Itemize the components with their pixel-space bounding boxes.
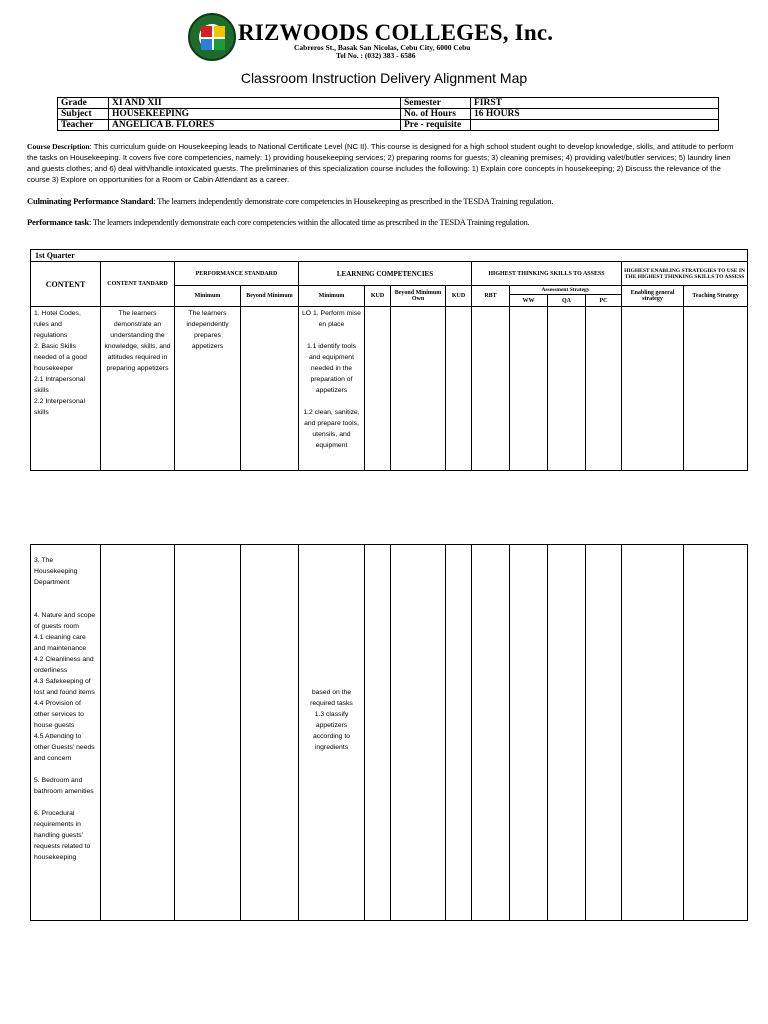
header-lc-minimum: Minimum <box>299 286 365 307</box>
teacher-label: Teacher <box>58 120 109 131</box>
culminating-label: Culminating Performance Standard <box>27 196 154 206</box>
row1-lc-beyond <box>391 307 446 471</box>
school-address: Cabreros St., Basak San Nicolas, Cebu City, 6000 Cebu <box>294 43 471 52</box>
course-description-text: : This curriculum guide on Housekeeping leads to National Certificate Level (NC II). This course is designed for a high school student ought to develop knowledge, skills, and attitude to perform the tasks on Housekeeping. It covers five core competencies, namely: 1) providing housekeeping services; 2) preparing rooms for guests; 3) cleaning premises; 4) providing valet/butler services; 5) laundry linen and guests clothes; and 6) deal with/handle intoxicated guests. The preliminaries of this specialization course includes the following: 1) Explain core concepts in housekeeping; 2) Discuss the relevance of the course 3) Explore on opportunities for a Room or Cabin Attendant as a career. <box>27 142 734 184</box>
row1-qa <box>548 307 586 471</box>
prerequisite-value <box>471 120 719 131</box>
header-assessment-strategy: Assessment Strategy <box>510 286 622 295</box>
row2-lc-kud <box>365 545 391 921</box>
header-performance-standard: PERFORMANCE STANDARD <box>175 262 299 286</box>
header-highest-thinking-skills: HIGHEST THINKING SKILLS TO ASSESS <box>472 262 622 286</box>
alignment-map-table-continued <box>30 544 748 921</box>
performance-task-label: Performance task <box>27 217 89 227</box>
row2-ww <box>510 545 548 921</box>
subject-value: HOUSEKEEPING <box>109 109 401 120</box>
header-enabling-strategies: HIGHEST ENABLING STRATEGIES TO USE IN THE HIGHEST THINKING SKILLS TO ASSESS <box>622 262 748 286</box>
performance-task <box>27 217 529 227</box>
school-seal-logo <box>188 13 236 61</box>
teacher-value: ANGELICA B. FLORES <box>109 120 401 131</box>
row2-content-standard <box>101 545 175 921</box>
header-lc-kud-2: KUD <box>446 286 472 307</box>
row1-content-standard: The learners demonstrate an understanding the knowledge, skills, and attitudes required in preparing appetizers <box>101 307 175 471</box>
performance-task-text: : The learners independently demonstrate each core competencies within the allocated time as prescribed in the TESDA Training regulation. <box>88 217 530 227</box>
row2-lc-minimum: based on the required tasks 1.3 classify appetizers according to ingredients <box>299 545 365 921</box>
row1-lc-minimum: LO 1. Perform mise en place 1.1 identify tools and equipment needed in the preparation of appetizers 1.2 clean, sanitize, and prepare tools, utensils, and equipment <box>299 307 365 471</box>
row2-enabling-general <box>622 545 684 921</box>
semester-value: FIRST <box>471 98 719 109</box>
row1-perf-beyond <box>241 307 299 471</box>
header-content-standard: CONTENT TANDARD <box>101 262 175 307</box>
grade-label: Grade <box>58 98 109 109</box>
course-description <box>27 141 743 185</box>
document-title: Classroom Instruction Delivery Alignment Map <box>240 70 528 86</box>
school-name: RIZWOODS COLLEGES, Inc. <box>238 20 554 45</box>
course-description-label: Course Description <box>27 142 90 151</box>
quarter-label: 1st Quarter <box>31 250 748 262</box>
culminating-standard <box>27 196 553 206</box>
row1-content: 1. Hotel Codes, rules and regulations 2. Basic Skills needed of a good housekeeper 2.1 Intrapersonal skills 2.2 Interpersonal skills <box>31 307 101 471</box>
row2-perf-minimum <box>175 545 241 921</box>
row2-lc-kud-2 <box>446 545 472 921</box>
row2-rbt <box>472 545 510 921</box>
header-content: CONTENT <box>31 262 101 307</box>
row1-lc-kud <box>365 307 391 471</box>
row1-enabling-general <box>622 307 684 471</box>
row1-teaching-strategy <box>684 307 748 471</box>
course-info-table <box>57 97 719 131</box>
header-learning-competencies: LEARNING COMPETENCIES <box>299 262 472 286</box>
row1-ww <box>510 307 548 471</box>
header-lc-kud: KUD <box>365 286 391 307</box>
hours-label: No. of Hours <box>401 109 471 120</box>
row1-rbt <box>472 307 510 471</box>
row1-pc <box>586 307 622 471</box>
letterhead <box>0 10 768 66</box>
row1-perf-minimum: The learners independently prepares appetizers <box>175 307 241 471</box>
row2-qa <box>548 545 586 921</box>
header-rbt: RBT <box>472 286 510 307</box>
header-lc-beyond: Beyond Minimum Own <box>391 286 446 307</box>
header-ww: WW <box>510 295 548 307</box>
header-perf-minimum: Minimum <box>175 286 241 307</box>
school-telephone: Tel No. : (032) 383 - 6586 <box>336 51 416 60</box>
header-perf-beyond: Beyond Minimum <box>241 286 299 307</box>
row2-pc <box>586 545 622 921</box>
row2-perf-beyond <box>241 545 299 921</box>
header-enabling-general: Enabling general strategy <box>622 286 684 307</box>
row2-content: 3. The Housekeeping Department 4. Nature and scope of guests room 4.1 cleaning care and maintenance 4.2 Cleanliness and orderliness 4.3 Safekeeping of lost and found items 4.4 Provision of other services to house guests 4.5 Attending to other Guests' needs and concern 5. Bedroom and bathroom amenities 6. Procedural requirements in handling guests' requests related to housekeeping <box>31 545 101 921</box>
subject-label: Subject <box>58 109 109 120</box>
hours-value: 16 HOURS <box>471 109 719 120</box>
alignment-map-table <box>30 249 748 471</box>
row2-lc-beyond <box>391 545 446 921</box>
culminating-text: : The learners independently demonstrate core competencies in Housekeeping as prescribed in the TESDA Training regulation. <box>153 196 554 206</box>
prerequisite-label: Pre - requisite <box>401 120 471 131</box>
header-pc: PC <box>586 295 622 307</box>
grade-value: XI AND XII <box>109 98 401 109</box>
semester-label: Semester <box>401 98 471 109</box>
header-teaching-strategy: Teaching Strategy <box>684 286 748 307</box>
row2-teaching-strategy <box>684 545 748 921</box>
header-qa: QA <box>548 295 586 307</box>
row1-lc-kud-2 <box>446 307 472 471</box>
